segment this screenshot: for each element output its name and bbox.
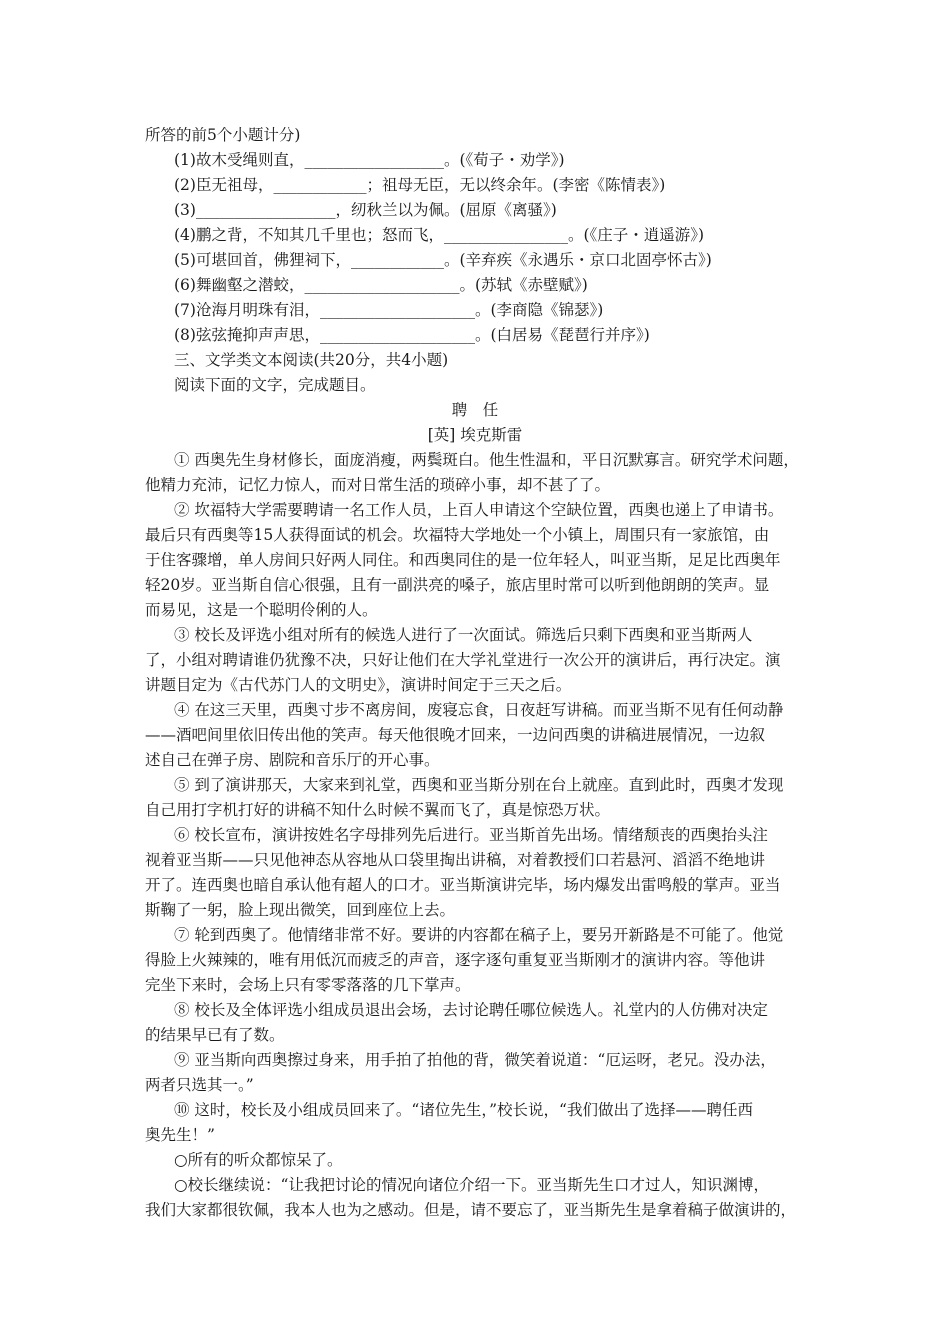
paragraph-line: 于住客骤增，单人房间只好两人同住。和西奥同住的是一位年轻人，叫亚当斯，足足比西奥年 xyxy=(145,551,781,569)
fill-item: (7)沧海月明珠有泪，____________________。(李商隐《锦瑟》) xyxy=(174,301,604,319)
section-heading: 三、文学类文本阅读(共20分，共4小题) xyxy=(174,351,449,369)
fill-item: (6)舞幽壑之潜蛟，____________________。(苏轼《赤壁赋》) xyxy=(174,276,588,294)
paragraph-line: 开了。连西奥也暗自承认他有超人的口才。亚当斯演讲完毕，场内爆发出雷鸣般的掌声。亚当 xyxy=(145,876,781,894)
paragraph-line: ① 西奥先生身材修长，面庞消瘦，两鬓斑白。他生性温和，平日沉默寡言。研究学术问题， xyxy=(174,451,799,469)
paragraph-line: 讲题目定为《古代苏门人的文明史》，演讲时间定于三天之后。 xyxy=(145,676,572,694)
fill-item: (2)臣无祖母，____________；祖母无臣，无以终余年。(李密《陈情表》) xyxy=(174,176,666,194)
paragraph-line: 自己用打字机打好的讲稿不知什么时候不翼而飞了，真是惊恐万状。 xyxy=(145,801,611,819)
story-author: [英] 埃克斯雷 xyxy=(427,426,523,444)
paragraph-line: ⑥ 校长宣布，演讲按姓名字母排列先后进行。亚当斯首先出场。情绪颓丧的西奥抬头注 xyxy=(174,826,768,844)
paragraph-line: 两者只选其一。” xyxy=(145,1076,254,1094)
paragraph-line: 述自己在弹子房、剧院和音乐厅的开心事。 xyxy=(145,751,440,769)
fill-item: (5)可堪回首，佛狸祠下，____________。(辛弃疾《永遇乐・京口北固亭怀古》) xyxy=(174,251,712,269)
paragraph-line: 最后只有西奥等15人获得面试的机会。坎福特大学地处一个小镇上，周围只有一家旅馆，由 xyxy=(145,526,770,544)
fill-item: (1)故木受绳则直，__________________。(《荀子・劝学》) xyxy=(174,151,565,169)
paragraph-line: 我们大家都很钦佩，我本人也为之感动。但是，请不要忘了，亚当斯先生是拿着稿子做演讲的， xyxy=(145,1201,797,1219)
paragraph-line: 视着亚当斯——只见他神态从容地从口袋里掏出讲稿，对着教授们口若悬河、滔滔不绝地讲 xyxy=(145,851,766,869)
fill-item: (3)__________________，纫秋兰以为佩。(屈原《离骚》) xyxy=(174,201,557,219)
paragraph-line: ② 坎福特大学需要聘请一名工作人员，上百人申请这个空缺位置，西奥也递上了申请书。 xyxy=(174,501,784,519)
continuation-line: 所答的前5个小题计分) xyxy=(145,126,301,144)
paragraph-line: ⑩ 这时，校长及小组成员回来了。“诸位先生，”校长说，“我们做出了选择——聘任西 xyxy=(174,1101,753,1119)
instruction: 阅读下面的文字，完成题目。 xyxy=(174,376,376,394)
fill-item: (4)鹏之背，不知其几千里也；怒而飞，________________。(《庄子・逍遥游》) xyxy=(174,226,705,244)
paragraph-line: ③ 校长及评选小组对所有的候选人进行了一次面试。筛选后只剩下西奥和亚当斯两人 xyxy=(174,626,753,644)
paragraph-line: ④ 在这三天里，西奥寸步不离房间，废寝忘食，日夜赶写讲稿。而亚当斯不见有任何动静 xyxy=(174,701,784,719)
paragraph-line: ⑤ 到了演讲那天，大家来到礼堂，西奥和亚当斯分别在台上就座。直到此时，西奥才发现 xyxy=(174,776,784,794)
paragraph-line: ——酒吧间里依旧传出他的笑声。每天他很晚才回来，一边问西奥的讲稿进展情况，一边叙 xyxy=(145,726,766,744)
paragraph-line: 而易见，这是一个聪明伶俐的人。 xyxy=(145,601,378,619)
paragraph-line: 轻20岁。亚当斯自信心很强，且有一副洪亮的嗓子，旅店里时常可以听到他朗朗的笑声。显 xyxy=(145,576,770,594)
fill-item: (8)弦弦掩抑声声思，____________________。(白居易《琵琶行并序》) xyxy=(174,326,650,344)
paragraph-line: ○所有的听众都惊呆了。 xyxy=(174,1151,343,1169)
paragraph-line: 的结果早已有了数。 xyxy=(145,1026,285,1044)
paragraph-line: ○校长继续说：“让我把讨论的情况向诸位介绍一下。亚当斯先生口才过人，知识渊博， xyxy=(174,1176,769,1194)
paragraph-line: ⑧ 校长及全体评选小组成员退出会场，去讨论聘任哪位候选人。礼堂内的人仿佛对决定 xyxy=(174,1001,768,1019)
paragraph-line: 他精力充沛，记忆力惊人，而对日常生活的琐碎小事，却不甚了了。 xyxy=(145,476,611,494)
paragraph-line: ⑦ 轮到西奥了。他情绪非常不好。要讲的内容都在稿子上，要另开新路是不可能了。他觉 xyxy=(174,926,784,944)
paragraph-line: 了，小组对聘请谁仍犹豫不决，只好让他们在大学礼堂进行一次公开的演讲后，再行决定。演 xyxy=(145,651,781,669)
paragraph-line: 得脸上火辣辣的，唯有用低沉而疲乏的声音，逐字逐句重复亚当斯刚才的演讲内容。等他讲 xyxy=(145,951,766,969)
story-title: 聘 任 xyxy=(451,401,499,419)
paragraph-line: 斯鞠了一躬，脸上现出微笑，回到座位上去。 xyxy=(145,901,456,919)
paragraph-line: 奥先生！” xyxy=(145,1126,215,1144)
paragraph-line: 完坐下来时，会场上只有零零落落的几下掌声。 xyxy=(145,976,471,994)
paragraph-line: ⑨ 亚当斯向西奥擦过身来，用手拍了拍他的背，微笑着说道：“厄运呀，老兄。没办法， xyxy=(174,1051,776,1069)
